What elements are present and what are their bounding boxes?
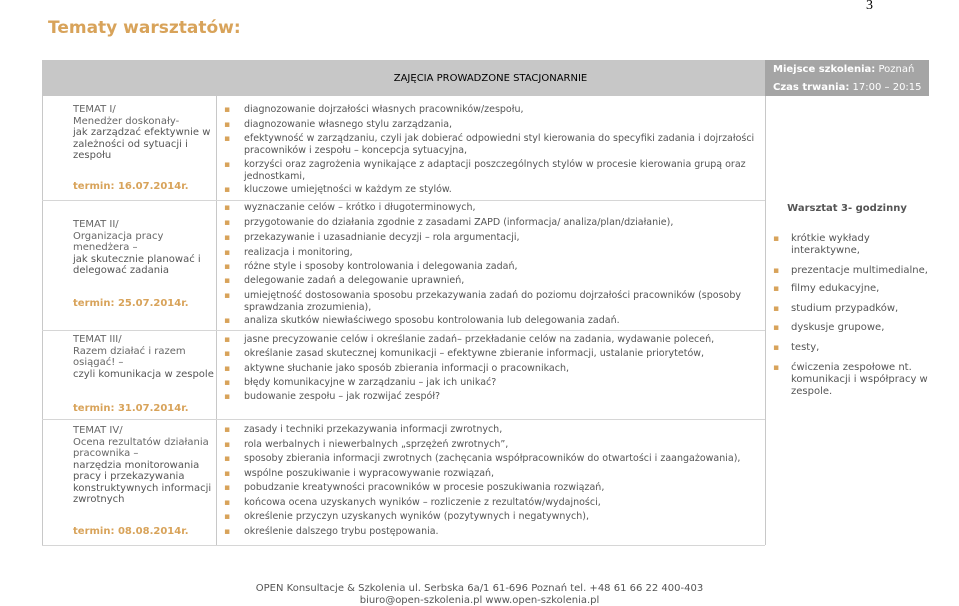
list-item: ▪ filmy edukacyjne, xyxy=(791,283,931,295)
duration-value: 17:00 – 20:15 xyxy=(852,82,922,93)
list-item: ▪ określenie przyczyn uzyskanych wyników (pozytywnych i negatywnych), xyxy=(244,511,764,523)
list-item: ▪ pobudzanie kreatywności pracowników w procesie poszukiwania rozwiązań, xyxy=(244,482,764,494)
topic-1-desc: jak zarządzać efektywnie w zależności od sytuacji i zespołu xyxy=(73,127,211,161)
list-item: ▪ krótkie wykłady interaktywne, xyxy=(791,233,931,257)
place-line xyxy=(773,64,914,75)
list-item: ▪ efektywność w zarządzaniu, czyli jak dobierać odpowiedni styl kierowania do specyfiki zadania i dojrzałości pracowników i zespołu – koncepcja sytuacyjna, xyxy=(244,133,764,157)
topic-3-date: termin: 31.07.2014r. xyxy=(73,403,189,414)
page-title: Tematy warsztatów: xyxy=(48,18,241,38)
topic-2-date: termin: 25.07.2014r. xyxy=(73,298,189,309)
row-divider-1 xyxy=(42,200,765,201)
list-item: ▪ delegowanie zadań a delegowanie uprawnień, xyxy=(244,275,764,287)
footer-contact: biuro@open-szkolenia.pl www.open-szkolenia.pl xyxy=(359,595,600,606)
list-item: ▪ realizacja i monitoring, xyxy=(244,247,764,259)
topic-4 xyxy=(73,425,215,543)
place-value: Poznań xyxy=(878,64,915,75)
list-item: ▪ studium przypadków, xyxy=(791,303,931,315)
topic-1-heading: TEMAT I/ xyxy=(73,104,116,115)
list-item: ▪ określenie dalszego trybu postępowania. xyxy=(244,526,764,538)
list-item: ▪ wyznaczanie celów – krótko i długoterminowych, xyxy=(244,202,764,214)
topic-2-desc: jak skutecznie planować i delegować zadania xyxy=(73,253,201,276)
list-item: ▪ ćwiczenia zespołowe nt. komunikacji i współpracy w zespole. xyxy=(791,362,931,398)
list-item: ▪ dyskusje grupowe, xyxy=(791,322,931,334)
table-divider-1 xyxy=(216,96,217,545)
topic-1-name: Menedżer doskonały- xyxy=(73,115,180,127)
list-item: ▪ rola werbalnych i niewerbalnych „sprzężeń zwrotnych”, xyxy=(244,439,764,451)
table-divider-2 xyxy=(765,96,766,545)
header-center-label: ZAJĘCIA PROWADZONE STACJONARNIE xyxy=(393,72,588,84)
duration-line xyxy=(773,82,922,93)
topic-4-name: Ocena rezultatów działania pracownika – xyxy=(73,436,209,459)
list-item: ▪ wspólne poszukiwanie i wypracowywanie rozwiązań, xyxy=(244,468,764,480)
list-item: ▪ sposoby zbierania informacji zwrotnych (zachęcania współpracowników do otwartości i zaangażowania), xyxy=(244,453,764,465)
topic-2-name: Organizacja pracy menedżera – xyxy=(73,230,164,253)
list-item: ▪ przygotowanie do działania zgodnie z zasadami ZAPD (informacja/ analiza/plan/działanie), xyxy=(244,217,764,229)
list-item: ▪ określanie zasad skutecznej komunikacji – efektywne zbieranie informacji, ustalanie priorytetów, xyxy=(244,348,764,360)
workshop-heading: Warsztat 3- godzinny xyxy=(787,203,907,214)
list-item: ▪ diagnozowanie własnego stylu zarządzania, xyxy=(244,119,764,131)
list-item: ▪ analiza skutków niewłaściwego sposobu kontrolowania lub delegowania zadań. xyxy=(244,315,764,327)
table-border-left xyxy=(42,96,43,545)
list-item: ▪ korzyści oraz zagrożenia wynikające z adaptacji poszczególnych stylów w procesie kierowania grupą oraz jednostkami, xyxy=(244,159,764,183)
row-divider-2 xyxy=(42,330,765,331)
list-item: ▪ zasady i techniki przekazywania informacji zwrotnych, xyxy=(244,424,764,436)
topic-3-name: Razem działać i razem osiągać! – xyxy=(73,345,186,368)
header-center-cell xyxy=(216,60,765,96)
topic-3-desc: czyli komunikacja w zespole xyxy=(73,368,214,380)
list-item: ▪ diagnozowanie dojrzałości własnych pracowników/zespołu, xyxy=(244,104,764,116)
topic-2 xyxy=(73,219,215,327)
list-item: ▪ różne style i sposoby kontrolowania i delegowania zadań, xyxy=(244,261,764,273)
table-border-bottom xyxy=(42,545,765,546)
list-item: ▪ aktywne słuchanie jako sposób zbierania informacji o pracownikach, xyxy=(244,363,764,375)
list-item: ▪ umiejętność dostosowania sposobu przekazywania zadań do poziomu dojrzałości pracowników (sposoby sprawdzania zrozumienia), xyxy=(244,290,764,314)
list-item: ▪ błędy komunikacyjne w zarządzaniu – jak ich unikać? xyxy=(244,377,764,389)
topic-3 xyxy=(73,334,215,418)
topic-4-desc: narzędzia monitorowania pracy i przekazywania konstruktywnych informacji zwrotnych xyxy=(73,459,212,505)
list-item: ▪ jasne precyzowanie celów i określanie zadań– przekładanie celów na zadania, wydawanie poleceń, xyxy=(244,334,764,346)
topic-4-heading: TEMAT IV/ xyxy=(73,425,123,436)
list-item: ▪ końcowa ocena uzyskanych wyników – rozliczenie z rezultatów/wydajności, xyxy=(244,497,764,509)
list-item: ▪ testy, xyxy=(791,342,931,354)
header-left-cell xyxy=(42,60,216,96)
footer-address: OPEN Konsultacje & Szkolenia ul. Serbska 6a/1 61-696 Poznań tel. +48 61 66 22 400-403 xyxy=(255,583,704,594)
topic-2-heading: TEMAT II/ xyxy=(73,219,119,230)
duration-label: Czas trwania: xyxy=(773,82,850,93)
topic-4-date: termin: 08.08.2014r. xyxy=(73,526,189,537)
list-item: ▪ prezentacje multimedialne, xyxy=(791,265,931,277)
list-item: ▪ przekazywanie i uzasadnianie decyzji – rola argumentacji, xyxy=(244,232,764,244)
topic-3-heading: TEMAT III/ xyxy=(73,334,122,345)
topic-1 xyxy=(73,104,215,199)
list-item: ▪ kluczowe umiejętności w każdym ze stylów. xyxy=(244,184,764,196)
header-right-cell xyxy=(765,60,929,96)
page-number: 3 xyxy=(866,0,873,13)
list-item: ▪ budowanie zespołu – jak rozwijać zespół? xyxy=(244,391,764,403)
place-label: Miejsce szkolenia: xyxy=(773,64,876,75)
row-divider-3 xyxy=(42,419,765,420)
topic-1-date: termin: 16.07.2014r. xyxy=(73,181,189,192)
